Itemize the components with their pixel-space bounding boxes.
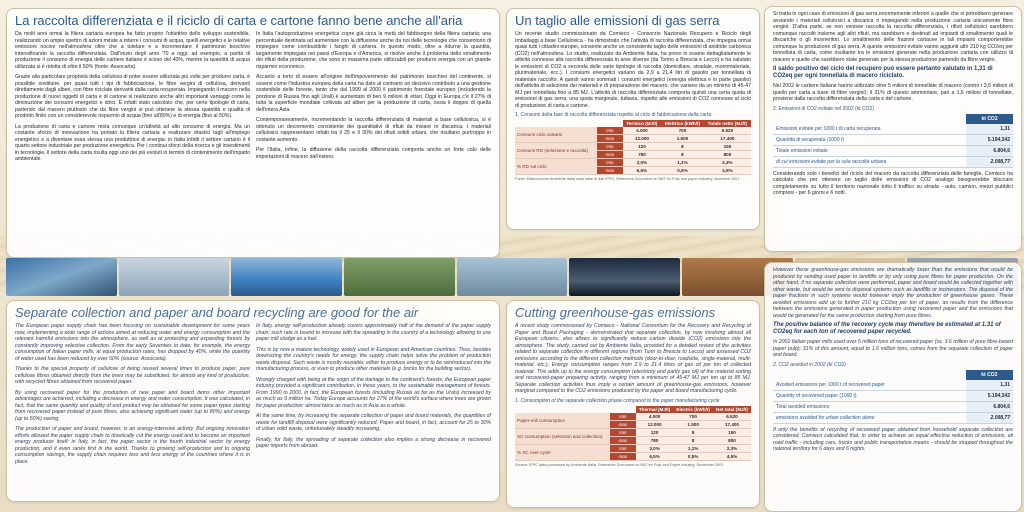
cell: 6,5% bbox=[636, 452, 673, 460]
table-row bbox=[773, 156, 1013, 167]
cell: 6.804,6 bbox=[966, 401, 1013, 412]
paragraph: Thanks to the special property of cellulose of being reused several times to produce paper, pure cellulose fibres obtained directly from the trees may be substituted, for almost any kind of production, with recycled fibres obtained from recovered paper. bbox=[15, 366, 250, 385]
cell: 3,0% bbox=[636, 444, 673, 452]
photo-paper-mill bbox=[119, 258, 230, 296]
row-label: % SC over cycle bbox=[515, 444, 610, 460]
row-label: SC consumption (selection and collection) bbox=[515, 428, 610, 444]
cell: 0,5% bbox=[673, 452, 713, 460]
cell: 17.400 bbox=[704, 135, 751, 143]
it-right-body3 bbox=[765, 171, 1021, 197]
row-label: di cui emissioni evitate per la sola raccolta urbana bbox=[773, 156, 966, 167]
paragraph: In Italy, energy self-production already covers approximately half of the demand of the paper supply chain; such rate is bound to increase with the spreading in the country of a technology allowing to use paper mill sludge as a fuel. bbox=[256, 323, 491, 342]
cell: 6.804,6 bbox=[966, 145, 1013, 156]
en-table1-source: Source: IPPC data processed by Ambiente Italia, Reference Document on BAT for Pulp and Paper Industry, December 2001 bbox=[515, 462, 724, 467]
photo-machinery bbox=[569, 258, 680, 296]
table-header: kt CO2 bbox=[966, 114, 1013, 124]
cell: 2,3% bbox=[713, 444, 751, 452]
max-label: max bbox=[610, 420, 636, 428]
photo-blue-bins bbox=[231, 258, 342, 296]
cell: 4.000 bbox=[623, 127, 661, 135]
en-left-col2 bbox=[256, 323, 491, 469]
cell: 1,31 bbox=[966, 380, 1013, 391]
table-row bbox=[773, 390, 1013, 401]
min-label: min bbox=[597, 143, 623, 151]
table-header: Electric (kWh/t) bbox=[673, 406, 713, 413]
paragraph: Wrongly charged with being at the origin of the damage to the continent's forests, the European paper industry provided a significant contribution, in these years, to the sustainable management of forests. From 1990 to 2000, in fact, the European forests (including Russia as far as the Urals) increased by as much as 9 million ha. Today Europe accounts for 27% of the world's surface where trees are grown for paper production: almost twice as much as in Asia as a whole. bbox=[256, 376, 491, 409]
table-row bbox=[773, 412, 1013, 423]
paragraph: Da molti anni ormai la filiera cartaria europea ha fatto proprio l'obiettivo dello sviluppo sostenibile, realizzando un ampio spettro di azioni mirate a ridurre i consumi di acqua, quelli energetici e le relative emissioni nocive nell'atmosfera oltre che a tutelare e a incrementare il patrimonio boschivo intensificando la raccolta differenziata. Dall'inizio degli anni '70 a oggi, ad esempio, a parità di produzione il consumo di energia delle cartiere italiane è sceso del 40%, mentre la quantità di acqua utilizzata si è ridotta di oltre il 50% (fonte: Assocarta). bbox=[15, 31, 251, 70]
table-row bbox=[773, 401, 1013, 412]
paragraph: This is by now a mature technology, widely used in European and American countries. Thus, besides downsizing the country's needs for energy, the supply chain helps solve the problem of production waste disposal. Such waste is mostly reusable, either to produce energy or to be reintroduced into the manufacturing process, or even to produce other materials (e.g. bricks for the building sector). bbox=[256, 346, 491, 372]
panel-it-emissions bbox=[506, 8, 760, 230]
table-header: Elettrico (kWh/t) bbox=[661, 120, 704, 127]
cell: 150 bbox=[713, 428, 751, 436]
table-header: Net total (MJ/t) bbox=[713, 406, 751, 413]
table-row bbox=[515, 444, 751, 452]
max-label: max bbox=[597, 151, 623, 159]
paragraph: If only the benefits of recycling of recovered paper obtained from household separate collection are considered, Comieco calculated that, in order to achieve an equal effective reduction of emissions, all road traffic - including cars, trucks and public transportation means - should be stopped throughout the national territory for 6 days and 6 nights. bbox=[773, 426, 1013, 452]
cell: 2.098,77 bbox=[966, 156, 1013, 167]
panel-en-recycling bbox=[6, 300, 500, 502]
paragraph: The European paper supply chain has been focusing on sustainable development for some years now, implementing a wide range of actions aimed at reducing water and energy consumption and the relevant harmful emissions into the atmosphere, as well as at protecting and expanding forests by constantly improving selective collection. From the early Seventies to date, for example, the energy consumption of Italian paper mills, at equal production rates, has dropped by 40%, while the quantity of water used has been reduced by over 50% (source: Assocarta). bbox=[15, 323, 250, 362]
cell: 12.000 bbox=[636, 420, 673, 428]
it-right-body bbox=[765, 11, 1021, 63]
paragraph: By using recovered paper for the production of new paper and board items other important advantages are achieved, including a decrease in energy and water consumption. It was calculated, in fact, that the same quantity and quality of end product may be obtained for some paper types starting from recovered paper instead of pure fibres, also achieving significant water (up to 80%) and energy (up to 50%) saving. bbox=[15, 389, 250, 422]
cell: 5.194,342 bbox=[966, 134, 1013, 145]
cell: 6.520 bbox=[713, 413, 751, 421]
cell: 6,5% bbox=[623, 167, 661, 175]
cell: 700 bbox=[673, 413, 713, 421]
paragraph: Si tratta in ogni caso di emissioni di gas serra enormemente inferiori a quelle che si potrebbero generare avviando i materiali cellulosici a discarica o impiegando nella produzione cartaria unicamente fibre vergini. D'altra parte, se non venisse raccolta la raccolta differenziata, i rifiuti cellulosici sarebbero comunque raccolti insieme agli altri rifiuti, ma sarebbero e destinati ad impianti di smaltimento quali le discariche o gli inceneritori. Lo smaltimento delle frazioni cartacee in tali impianti comporterebbe comunque la produzione di gas serra. A queste emissioni evitate vanno aggiunti altri 210 kg CO2eq per tonnellata di carta, come risultante tra le emissioni generate nella produzione cartaria con utilizzo di macero e quelle che sarebbero state generate per la stessa produzione partendo da fibre vergini. bbox=[773, 11, 1013, 63]
en-table1-caption: 1. Consumption of the separate collection phase compared to the paper manufacturing cycle bbox=[515, 397, 720, 404]
cell: 800 bbox=[704, 151, 751, 159]
en-center-title: Cutting greenhouse-gas emissions bbox=[515, 305, 716, 320]
it-table2 bbox=[773, 114, 1013, 168]
paragraph: The production of paper and board, however, is an energy-intensive activity. But ongoing innovation efforts allowed the paper supply chain to drastically cut the energy used and to become an important energy producer itself: in Italy, in fact, the paper sector is the fourth industrial sector by energy production, and it even ranks first in the world. Thanks to growing self-production and to ongoing consumption savings, the supply chain requires less and less energy of the countries where it is in place. bbox=[15, 426, 250, 465]
row-label: % RD sul ciclo bbox=[515, 159, 597, 175]
photo-recycling-bales bbox=[6, 258, 117, 296]
paragraph: Un recente studio commissionato da Comieco - Consorzio Nazionale Recupero e Riciclo degli Imballaggi a base Cellulosica - ha dimostrato che l'attività di raccolta differenziata, che impegna ormai quasi tutti i cittadini europei, consente anche un consistente taglio delle emissioni di anidride carbonica (CO2) nell'atmosfera. Lo studio, realizzato da Ambiente Italia, ha preso in esame dettagliatamente le attività connesse alla raccolta differenziata in aree diverse (da Torino a Brescia e Lecco) e ha valutato le emissioni di CO2 a seconda delle varie tipologie di raccolta (domiciliare, stradale, monomateriale, plurimateriale, ecc.). I consumi energetici variano da 2,9 a 21,4 litri di gasolio per tonnellata di materiale raccolto. A questi vanno sommati i consumi energetici (energia elettrica e in parte gasolio) dell'attività di selezione dei materiali e di preparazione del macero, che variano da un minimo di 45-47 MJ per tonnellata fino a 85 MJ. L'attività di raccolta differenziata comporta quindi una certa quota di emissioni di gas serra; una quota marginale, tuttavia, rispetto alle emissioni di CO2 connesse al ciclo di produzione di carta e cartone. bbox=[515, 31, 751, 109]
it-center-body bbox=[507, 31, 759, 109]
min-label: min bbox=[610, 444, 636, 452]
cell: 2.098,77 bbox=[966, 412, 1013, 423]
cell: 780 bbox=[636, 436, 673, 444]
table-corner bbox=[773, 114, 966, 124]
cell: 120 bbox=[623, 143, 661, 151]
table-header: Thermal (MJ/t) bbox=[636, 406, 673, 413]
cell: 8 bbox=[661, 151, 704, 159]
table-row bbox=[773, 134, 1013, 145]
cell: 4,6% bbox=[704, 167, 751, 175]
paragraph: However these greenhouse-gas emissions are dramatically lower than the emissions that would be produced by sending used paper to landfills or by only using pure fibres for paper production. On the other hand, if no separate collection were performed, paper and board would be collected together with other waste, but would be sent to disposal systems such as landfills or incinerators. The disposal of the paper fractions in such systems would however imply the production of greenhouse gases. These avoided emissions add up to further 210 kg CO2eq per ton of paper, as results from the difference between the emissions generated in paper production using recovered paper and the emissions that would be generated for the same production starting from pure fibres. bbox=[773, 267, 1013, 319]
en-table2 bbox=[773, 370, 1013, 424]
en-right-body bbox=[765, 267, 1021, 319]
cell: 8 bbox=[661, 143, 704, 151]
max-label: max bbox=[597, 135, 623, 143]
table-row bbox=[515, 428, 751, 436]
cell: 4,6% bbox=[713, 452, 751, 460]
panel-it-recycling bbox=[6, 8, 500, 258]
table-row bbox=[773, 145, 1013, 156]
table-row bbox=[515, 159, 751, 167]
min-label: min bbox=[610, 428, 636, 436]
cell: 4.000 bbox=[636, 413, 673, 421]
paragraph: In Italia l'autoproduzione energetica copre già circa la metà del fabbisogno della filiera cartaria; una percentuale destinata ad aumentare con la diffusione anche da noi delle tecnologie che consentono di impiegare come combustibile i fanghi di cartiera. In questo modo, oltre a ridurne la quantità, largamente impiegata nei paesi d'Europa e d'America, si risolve anche il problema dello smaltimento dei rifiuti della produzione, che sono in massima parte utilizzabili per produrre energia con un grande risparmio economico. bbox=[256, 31, 491, 70]
cell: 8 bbox=[673, 428, 713, 436]
en-left-title: Separate collection and paper and board recycling are good for the air bbox=[15, 305, 419, 320]
paragraph: Considerando solo i benefici del riciclo del macero da raccolta differenziata delle famiglie, Comieco ha calcolato che per ottenere un taglio delle emissioni di CO2 analogo bisognerebbe bloccare completamente su tutto il territorio nazionale tutto il traffico su strada - auto, camion, mezzi pubblici compresi - per 6 giorni e 6 notti. bbox=[773, 170, 1013, 196]
panel-it-balance bbox=[764, 6, 1022, 252]
cell: 6.520 bbox=[704, 127, 751, 135]
paragraph: Grazie alla particolare proprietà della cellulosa di poter essere utilizzata più volte per produrre carta, è possibile sostituire, per quasi tutti i tipi di fabbricazione, le fibre vergini di cellulosa, derivanti direttamente dagli alberi, con fibre riciclate derivanti dalla carta recuperata. Impiegando il macero nella produzione di nuovi oggetti di carta e di cartone si realizzano anche altri importanti vantaggi come la diminuzione dei consumi energetici e idrici. È infatti stato calcolato che, per certe tipologie di carta, partendo dal macero piuttosto che da fibre vergini si può ottenere la stessa quantità e qualità di prodotto finito con un considerevole risparmio di acqua (fino all'80%) e di energia (fino al 50%). bbox=[15, 74, 250, 119]
row-label: emissions avoided for urban collection alone bbox=[773, 412, 966, 423]
min-label: min bbox=[597, 159, 623, 167]
table-corner bbox=[773, 370, 966, 380]
it-center-title: Un taglio alle emissioni di gas serra bbox=[515, 13, 720, 28]
cell: 3,0% bbox=[623, 159, 661, 167]
table-corner bbox=[515, 120, 597, 127]
cell: 12.000 bbox=[623, 135, 661, 143]
table-row bbox=[773, 124, 1013, 135]
min-label: min bbox=[610, 413, 636, 421]
en-right-body3 bbox=[765, 427, 1021, 453]
cell: 0,5% bbox=[661, 167, 704, 175]
row-label: Quantity of recovered paper (1000 t) bbox=[773, 390, 966, 401]
row-label: Quantità di recuperata (1000 t) bbox=[773, 134, 966, 145]
it-table2-caption: 2. Emissioni di CO2 evitate nel 2002 (kt CO2) bbox=[773, 105, 874, 112]
paragraph: Accanto a torto di essere all'origine dell'impoverimento del patrimonio boschivo del continente, si osservi come l'industria europea della carta ha dato al contrario un decisivo contributo a una gestione sostenibile delle foreste, tanto che dal 1990 al 2000 il patrimonio forestale europeo (includendo la porzione di Russia fino agli Urali) è aumentato di ben 9 milioni di ettari. Oggi in Europa c'è il 27% di tutta la superficie mondiale coltivata ad alberi per la produzione di carta, ossia il doppio di quella dell'intera Asia. bbox=[256, 74, 491, 113]
it-left-col2 bbox=[256, 31, 491, 167]
row-label: Emissioni evitate per 1000 t di carta recuperata bbox=[773, 124, 966, 135]
cell: 5.194,342 bbox=[966, 390, 1013, 401]
en-center-body bbox=[507, 323, 759, 395]
table-row bbox=[515, 127, 751, 135]
cell: 120 bbox=[636, 428, 673, 436]
en-table2-caption: 2. CO2 avoided in 2002 (kt CO2) bbox=[773, 361, 846, 368]
table-header: Termico (MJ/t) bbox=[623, 120, 661, 127]
paragraph: Contemporaneamente, incrementando la raccolta differenziata di materiali a base cellulosica, si è ottenuto un decremento consistente dei quantitativi di rifiuti da inviare in discarica. I materiali cellulosici rappresentano infatti tra il 25 e il 30% dei rifiuti solidi urbani, che risultano purtroppo in costante aumento. bbox=[256, 117, 491, 143]
min-label: min bbox=[597, 127, 623, 135]
panel-en-balance bbox=[764, 262, 1022, 512]
it-table1-caption: 1. Consumi della fase di raccolta differenziata rispetto al ciclo di fabbricazione della carta bbox=[515, 112, 712, 118]
en-table1 bbox=[515, 406, 751, 461]
row-label: Totale emissioni evitate bbox=[773, 145, 966, 156]
photo-cyclist bbox=[457, 258, 568, 296]
paragraph: Finally, for Italy, the spreading of separate collection also implies a strong decrease in recovered paper imports from abroad. bbox=[256, 436, 491, 449]
cell: 1.500 bbox=[673, 420, 713, 428]
en-right-body2 bbox=[765, 339, 1021, 359]
paragraph: Per l'Italia, infine, la diffusione della raccolta differenziata comporta anche un forte calo delle importazioni di macero dall'estero. bbox=[256, 147, 491, 160]
cell: 1,31 bbox=[966, 124, 1013, 135]
paragraph: In 2002 Italian paper mills used over 5 million tons of recovered paper (vs. 3.6 million of pure fibre-based paper pulp); 31% of this amount, equal to 1.6 million tons, comes from the separate collection of paper and board. bbox=[773, 339, 1013, 358]
cell: 780 bbox=[623, 151, 661, 159]
cell: 17.400 bbox=[713, 420, 751, 428]
en-right-highlight: The positive balance of the recovery cycle may therefore be estimated at 1.31 of CO2eq for each ton of recovered paper recycled. bbox=[773, 322, 1001, 335]
cell: 700 bbox=[661, 127, 704, 135]
panel-en-emissions bbox=[506, 300, 760, 508]
table-header: kt CO2 bbox=[966, 370, 1013, 380]
cell: 2,3% bbox=[704, 159, 751, 167]
paragraph: At the same time, by increasing the separate collection of paper and board materials, the quantities of waste for landfill disposal were significantly reduced. Paper and board, in fact, account for 25 to 30% of urban solid waste, unfortunately steadily increasing. bbox=[256, 413, 491, 432]
it-right-highlight: Il saldo positivo del ciclo del recupero può essere pertanto valutato in 1,31 di CO2eq per ogni tonnellata di macero riciclato. bbox=[773, 66, 993, 79]
it-table1-source: Fonte: Elaborazione Ambiente Italia sulla base di dati IPPC, Reference Document on BAT for Pulp and paper Industry, dicembre 2001 bbox=[515, 177, 740, 181]
table-corner bbox=[610, 406, 636, 413]
table-row bbox=[515, 413, 751, 421]
it-table1 bbox=[515, 120, 751, 175]
cell: 8 bbox=[673, 436, 713, 444]
row-label: Total avoided emissions bbox=[773, 401, 966, 412]
table-header: Totale netto (MJ/t) bbox=[704, 120, 751, 127]
paragraph: A recent study commissioned by Comieco - National Consortium for the Recovery and Recycling of Paper and Board Packaging - demonstrated that separate collection, by now involving almost all European citizens, also allows to significantly reduce carbon dioxide (CO2) emissions into the atmosphere. The study, carried out by Ambiente Italia, provided for a detailed review of the activities related to separate collection in different regions (from Turin to Brescia to Lecco) and assessed CO2 emissions according to the different collection methods (door-to-door, roadside, single-material, multi-material, etc.). Energy consumption ranges from 2.9 to 21.4 litres of gas oil per ton of collected material. This adds up to the energy consumption (electricity and partly gas oil) of the material sorting and recovered-paper preparing activity, ranging from a minimum of 45-47 MJ per ton up to 85 MJ. Separate collection activities thus imply a certain amount of greenhouse-gas emissions, however marginal compared to the CO2 emissions produced by the paper and board manufacturing cycle. bbox=[515, 323, 751, 394]
row-label: Consumi ciclo cartario bbox=[515, 127, 597, 143]
table-row bbox=[773, 380, 1013, 391]
row-label: Consumi RD (selezione e raccolta) bbox=[515, 143, 597, 159]
photo-forest bbox=[344, 258, 455, 296]
paragraph: La produzione di carta e cartone resta comunque un'attività ad alto consumo di energia. Ma un costante sforzo di innovazione ha portato la filiera cartaria a realizzare drastici tagli all'impiego energetico e a diventare essa stessa una produttrice di energia: in Italia infatti il settore cartario è il quarto settore industriale per produzione energetica. Per i continui sforzi della ricerca e gli investimenti in tecnologie, il settore della carta risulta oggi uno dei più evoluti in termini di contenimento dell'impatto ambientale. bbox=[15, 123, 250, 162]
max-label: max bbox=[610, 452, 636, 460]
row-label: Avoided emissions per 1000 t of recovered paper bbox=[773, 380, 966, 391]
cell: 1,1% bbox=[661, 159, 704, 167]
table-corner bbox=[515, 406, 610, 413]
cell: 1.500 bbox=[661, 135, 704, 143]
max-label: max bbox=[597, 167, 623, 175]
en-left-col1 bbox=[15, 323, 250, 469]
row-label: Paper-mill consumption bbox=[515, 413, 610, 429]
table-row bbox=[515, 143, 751, 151]
paragraph: Nel 2002 le cartiere italiane hanno utilizzato oltre 5 milioni di tonnellate di macero (contro i 3,6 milioni di quello per carta a base di fibre vergini); il 31% di questo ammontare, pari a 1,6 milioni di tonnellate, proviene dalla raccolta differenziata della carta e del cartone. bbox=[773, 83, 1013, 102]
cell: 800 bbox=[713, 436, 751, 444]
max-label: max bbox=[610, 436, 636, 444]
cell: 1,1% bbox=[673, 444, 713, 452]
it-left-col1 bbox=[15, 31, 250, 167]
it-left-title: La raccolta differenziata e il riciclo di carta e cartone fanno bene anche all'aria bbox=[15, 13, 463, 28]
it-right-body2 bbox=[765, 83, 1021, 103]
cell: 150 bbox=[704, 143, 751, 151]
table-corner bbox=[597, 120, 623, 127]
